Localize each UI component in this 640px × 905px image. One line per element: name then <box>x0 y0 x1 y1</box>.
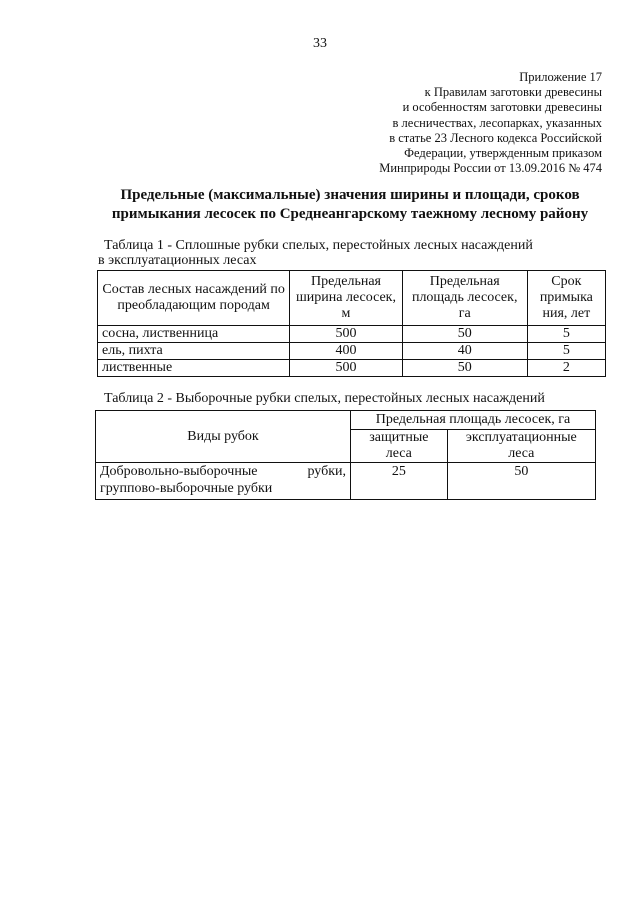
appendix-line: к Правилам заготовки древесины <box>424 85 602 100</box>
page-number: 33 <box>313 36 327 51</box>
table-row <box>96 463 596 500</box>
table2-caption: Таблица 2 - Выборочные рубки спелых, перестойных лесных насаждений <box>104 391 545 406</box>
cell-area: 40 <box>402 343 527 360</box>
document-title <box>80 186 620 224</box>
cell-composition: лиственные <box>98 360 290 377</box>
table1-caption-continued: в эксплуатационных лесах <box>98 253 257 268</box>
header-operational: эксплуатационные леса <box>447 430 595 463</box>
appendix-line: Минприроды России от 13.09.2016 № 474 <box>379 161 602 176</box>
table1-clear-cuttings <box>97 270 606 377</box>
header-composition: Состав лесных насаждений по преобладающим породам <box>98 271 290 326</box>
cell-kind-part: групповo-выборочные рубки <box>100 481 273 496</box>
table-row <box>98 360 606 377</box>
header-max-area: Предельная площадь лесосек, га <box>351 411 596 430</box>
document-title-line: примыкания лесосек по Среднеангарскому таежному лесному району <box>111 206 589 222</box>
table-row <box>98 343 606 360</box>
table1-header-row <box>98 271 606 326</box>
cell-term: 5 <box>527 343 605 360</box>
header-area: Предельная площадь лесосек, га <box>402 271 527 326</box>
cell-kind-part: Добровольно-выборочные <box>100 464 258 479</box>
cell-kind <box>96 463 351 500</box>
cell-width: 500 <box>290 360 403 377</box>
appendix-line: Федерации, утвержденным приказом <box>404 146 602 161</box>
cell-protective: 25 <box>351 463 448 500</box>
cell-composition: ель, пихта <box>98 343 290 360</box>
header-term: Срок примыка ния, лет <box>527 271 605 326</box>
cell-width: 400 <box>290 343 403 360</box>
cell-composition: сосна, лиственница <box>98 326 290 343</box>
cell-term: 5 <box>527 326 605 343</box>
appendix-line: и особенностям заготовки древесины <box>402 100 602 115</box>
appendix-line: в лесничествах, лесопарках, указанных <box>392 115 602 130</box>
cell-term: 2 <box>527 360 605 377</box>
appendix-note <box>302 70 602 176</box>
appendix-line: Приложение 17 <box>519 70 602 84</box>
appendix-line: в статье 23 Лесного кодекса Российской <box>389 130 602 145</box>
cell-area: 50 <box>402 326 527 343</box>
table-row <box>98 326 606 343</box>
table2-selective-cuttings <box>95 410 596 500</box>
cell-kind-part: рубки, <box>307 464 346 479</box>
cell-area: 50 <box>402 360 527 377</box>
document-title-line: Предельные (максимальные) значения ширины и площади, сроков <box>120 187 580 203</box>
header-kind: Виды рубок <box>96 411 351 463</box>
cell-operational: 50 <box>447 463 595 500</box>
table1-caption: Таблица 1 - Сплошные рубки спелых, перестойных лесных насаждений <box>104 238 533 253</box>
header-width: Предельная ширина лесосек, м <box>290 271 403 326</box>
table2-header-row <box>96 411 596 430</box>
header-protective: защитные леса <box>351 430 448 463</box>
cell-width: 500 <box>290 326 403 343</box>
